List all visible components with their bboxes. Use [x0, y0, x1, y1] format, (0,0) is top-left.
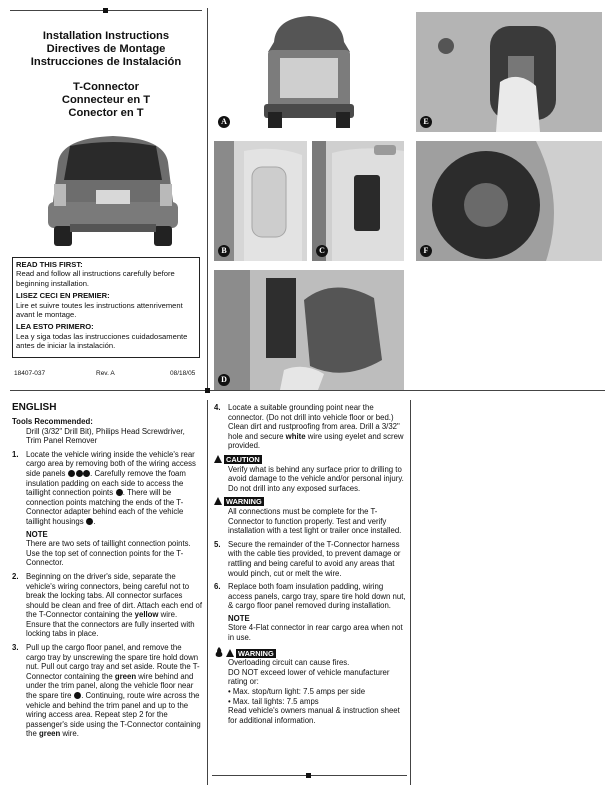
tools-heading: Tools Recommended:	[12, 417, 93, 426]
warning-label-2: WARNING	[238, 648, 274, 658]
warning-label-1: WARNING	[226, 497, 262, 507]
step-2-text-a: Beginning on the driver's side, separate the vehicle's wiring connectors, being careful not to break the locking tabs. All connector surfaces should be clean and free of dirt. Attach each end of the T-Connector containing the	[26, 571, 202, 620]
note-1-heading: NOTE	[26, 529, 48, 539]
caution-body: Verify what is behind any surface prior to drilling to avoid damage to the vehicle and/or personal injury. Do not drill into any exposed surfaces.	[228, 464, 404, 493]
ref-b-icon	[68, 470, 75, 477]
warning-2-line-2: DO NOT exceed lower of vehicle manufacturer rating or:	[228, 667, 390, 687]
title-fr: Directives de Montage	[46, 43, 166, 55]
tools-list: Drill (3/32" Drill Bit), Philips Head Screwdriver, Trim Panel Remover	[26, 426, 185, 446]
step-1-text-d: .	[93, 516, 96, 526]
step-5-text: Secure the remainder of the T-Connector harness with the cable ties provided, to prevent damage or rattling and being careful to avoid any areas that would pinch, cut or melt the wire.	[228, 539, 401, 578]
read-first-en-body: Read and follow all instructions carefully before beginning installation.	[16, 269, 175, 288]
reg-mark-bottom	[306, 773, 311, 778]
column-divider-mid	[207, 400, 208, 785]
caution-icon	[214, 455, 222, 463]
step-2	[12, 572, 202, 639]
note-2-body: Store 4-Flat connector in rear cargo area when not in use.	[228, 623, 403, 643]
instructions-column-left	[12, 417, 202, 743]
step-4-text-b: wire using eyelet and screw provided.	[228, 431, 404, 451]
subtitle-en: T-Connector	[73, 81, 139, 93]
warning-2-bullet-1: • Max. stop/turn light: 7.5 amps per side	[228, 687, 366, 697]
step-4-white: white	[285, 431, 306, 441]
photo-a-label: A	[218, 116, 230, 128]
warning-block-1	[214, 497, 406, 535]
step-4	[214, 403, 406, 451]
subtitle-es: Conector en T	[68, 107, 144, 119]
read-first-fr-body: Lire et suivre toutes les instructions attenrivement avant le montage.	[16, 300, 183, 320]
step-3-text-c: . Continuing, route wire across the vehicle and behind the trim panel and up to the wiring access area. Repeat step 2 for the passenger's side using the T-Connector containing the	[26, 691, 201, 739]
read-first-es-heading: LEA ESTO PRIMERO:	[16, 322, 94, 332]
note-2-heading: NOTE	[228, 613, 250, 623]
photo-c-label: C	[316, 245, 328, 257]
part-number: 18407-037	[14, 370, 46, 377]
warning-2-bullet-2: • Max. tail lights: 7.5 amps	[228, 696, 319, 706]
step-6	[214, 582, 406, 643]
step-1-text-c: . There will be connection points matching the ends of the T-Connector adapter behind each of the vehicle taillight housings	[26, 488, 184, 526]
warning-icon-1	[214, 497, 222, 505]
step-1-number: 1.	[12, 449, 19, 459]
revision: Rev. A	[96, 370, 115, 377]
step-2-number: 2.	[12, 571, 19, 581]
warning-block-2	[214, 647, 406, 726]
vehicle-rear-photo	[40, 132, 186, 250]
step-1	[12, 450, 202, 568]
step-2-text-b: wire. Ensure that the connectors are fully inserted with locking tabs in place.	[26, 610, 195, 639]
step-3	[12, 643, 202, 739]
step-6-number: 6.	[214, 582, 221, 592]
step-3-green-1: green	[114, 671, 137, 681]
instructions-column-right	[214, 403, 406, 725]
reg-mark-top	[103, 8, 108, 13]
reg-mark-mid-left	[205, 388, 210, 393]
step-5-number: 5.	[214, 539, 221, 549]
read-first-box	[12, 257, 200, 358]
step-6-text: Replace both foam insulation padding, wiring access panels, cargo tray, spare tire hold down nut, & cargo floor panel removed during installation.	[228, 582, 406, 611]
ref-d-icon	[116, 489, 123, 496]
mid-rule	[10, 390, 605, 391]
warning-2-line-1: Overloading circuit can cause fires.	[228, 658, 350, 668]
photo-e	[416, 12, 602, 132]
warning-icon-2	[226, 649, 234, 657]
note-1-body: There are two sets of taillight connection points. Use the top set of connection points for the T-Connector.	[26, 539, 191, 568]
step-3-text-a: Pull up the cargo floor panel, and remove the cargo tray by unscrewing the spare tire hold down nut. Pull out cargo tray and set aside. Route the T-Connector containing the	[26, 643, 200, 681]
photo-d-label: D	[218, 374, 230, 386]
step-5	[214, 540, 406, 578]
step-3-text-d: wire.	[62, 729, 79, 739]
photo-f	[416, 141, 602, 261]
step-4-text-a: Locate a suitable grounding point near the connector. (Do not drill into vehicle floor or bed.) Clean dirt and rustproofing from area. Drill a 3/32" hole and secure	[228, 403, 400, 441]
step-3-green-2: green	[39, 729, 61, 739]
step-4-number: 4.	[214, 403, 221, 412]
caution-label: CAUTION	[226, 454, 260, 464]
step-1-text-b: . Carefully remove the foam insulation padding on each side to access the taillight connection points	[26, 468, 186, 498]
photo-e-label: E	[420, 116, 432, 128]
photo-c	[312, 141, 404, 261]
photo-f-label: F	[420, 245, 432, 257]
read-first-es-body: Lea y siga todas las instrucciones cuidadosamente antes de iniciar la instalación.	[16, 331, 188, 351]
photo-d	[214, 270, 404, 390]
title-block	[10, 30, 202, 120]
title-es: Instrucciones de Instalación	[30, 56, 182, 68]
section-heading-english: ENGLISH	[12, 402, 57, 413]
column-divider-right	[410, 400, 411, 785]
ref-c-icon	[76, 470, 83, 477]
step-3-text-b: wire behind and under the trim panel, along the vehicle floor near the spare tire	[26, 671, 194, 701]
step-2-yellow: yellow	[134, 610, 159, 620]
fire-icon	[214, 647, 224, 657]
warning-2-tail: Read vehicle's owners manual & instruction sheet for additional information.	[228, 706, 400, 725]
column-divider-left	[207, 8, 208, 390]
read-first-fr-heading: LISEZ CECI EN PREMIER:	[16, 291, 110, 301]
read-first-en-heading: READ THIS FIRST:	[16, 260, 83, 269]
photo-b	[214, 141, 307, 261]
photo-b-label: B	[218, 245, 230, 257]
step-3-number: 3.	[12, 643, 19, 653]
revision-date: 08/18/05	[170, 370, 196, 377]
step-1-text-a: Locate the vehicle wiring inside the vehicle's rear cargo area by removing both of the wiring access side panels	[26, 449, 196, 478]
warning-body-1: All connections must be complete for the T-Connector to function properly. Test and verify installation with a test light or trailer once installed.	[228, 506, 402, 536]
photo-a	[214, 12, 404, 132]
subtitle-fr: Connecteur en T	[61, 94, 151, 106]
caution-block	[214, 455, 406, 493]
title-en: Installation Instructions	[42, 30, 170, 42]
